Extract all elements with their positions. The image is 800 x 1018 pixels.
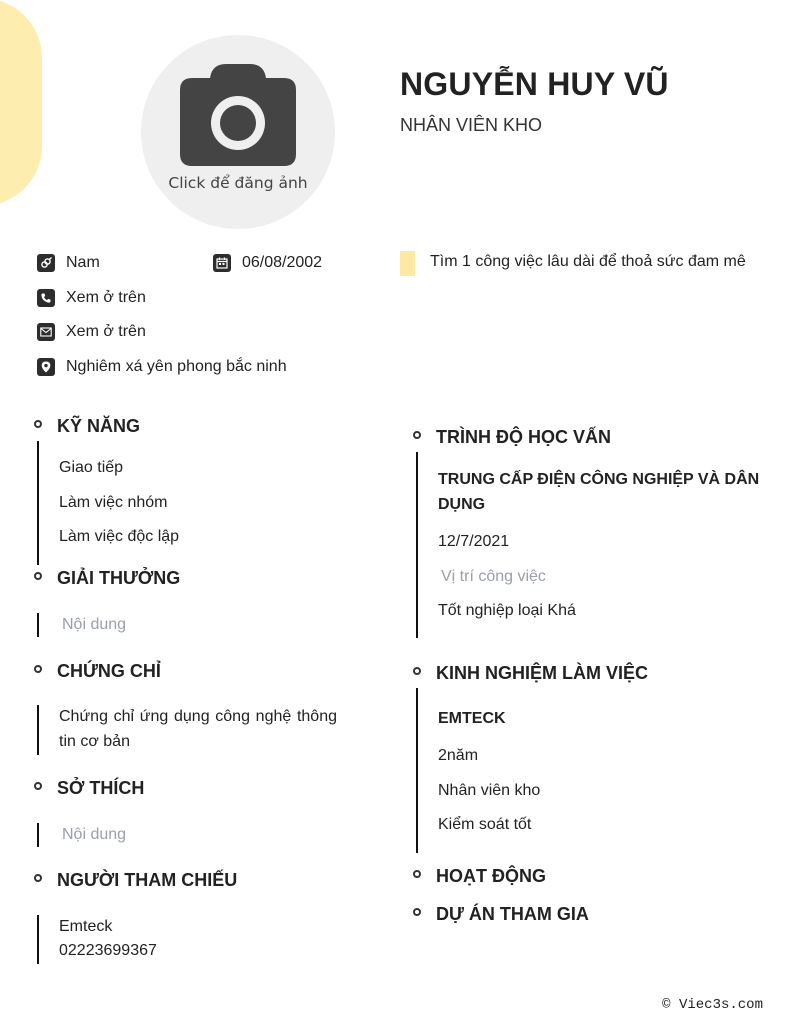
section-line: [416, 688, 418, 853]
email-value: Xem ở trên: [66, 323, 146, 340]
experience-position[interactable]: Nhân viên kho: [438, 782, 541, 799]
experience-company[interactable]: EMTECK: [438, 710, 506, 727]
hobbies-content[interactable]: Nội dung: [62, 826, 127, 843]
section-bullet-icon: [413, 908, 421, 916]
section-line: [37, 823, 39, 847]
section-bullet-icon: [413, 431, 421, 439]
calendar-icon: [213, 254, 231, 272]
skill-item[interactable]: Làm việc nhóm: [59, 494, 168, 511]
section-line: [37, 613, 39, 637]
career-objective[interactable]: Tìm 1 công việc lâu dài để thoả sức đam mê: [430, 253, 746, 270]
email-row[interactable]: [37, 323, 146, 341]
section-line: [416, 452, 418, 638]
section-title-skills: KỸ NĂNG: [57, 416, 141, 436]
phone-value: Xem ở trên: [66, 289, 146, 306]
education-school[interactable]: TRUNG CẤP ĐIỆN CÔNG NGHIỆP VÀ DÂN DỤNG: [438, 471, 760, 513]
section-title-projects[interactable]: DỰ ÁN THAM GIA: [436, 904, 589, 924]
section-bullet-icon: [413, 870, 421, 878]
gender-row[interactable]: [37, 254, 100, 272]
decorative-yellow-shape: [0, 0, 42, 206]
copyright-footer: © Viec3s.com: [662, 997, 763, 1013]
education-position[interactable]: Vị trí công việc: [441, 568, 546, 585]
education-date[interactable]: 12/7/2021: [438, 533, 510, 550]
section-bullet-icon: [413, 667, 421, 675]
section-title-references: NGƯỜI THAM CHIẾU: [57, 870, 238, 890]
objective-accent-bar: [400, 251, 415, 276]
avatar-caption: Click để đăng ảnh: [168, 174, 308, 192]
section-title-awards: GIẢI THƯỞNG: [57, 568, 181, 588]
avatar-upload[interactable]: [141, 35, 335, 229]
skill-item[interactable]: Làm việc độc lập: [59, 528, 180, 545]
section-line: [37, 915, 39, 964]
candidate-job-title[interactable]: NHÂN VIÊN KHO: [400, 115, 543, 135]
location-pin-icon: [37, 358, 55, 376]
phone-row[interactable]: [37, 289, 146, 307]
section-title-activities[interactable]: HOẠT ĐỘNG: [436, 866, 546, 886]
awards-content[interactable]: Nội dung: [62, 616, 127, 633]
experience-description[interactable]: Kiểm soát tốt: [438, 816, 532, 833]
camera-icon: [180, 64, 296, 166]
experience-duration[interactable]: 2năm: [438, 747, 479, 764]
reference-name[interactable]: Emteck: [59, 918, 113, 935]
email-icon: [37, 323, 55, 341]
section-title-education: TRÌNH ĐỘ HỌC VẤN: [436, 427, 611, 447]
section-bullet-icon: [34, 782, 42, 790]
birthday-row[interactable]: [213, 254, 322, 272]
certificate-content[interactable]: Chứng chỉ ứng dụng công nghệ thông tin cơ bản: [59, 708, 337, 750]
section-bullet-icon: [34, 665, 42, 673]
gender-value: Nam: [66, 254, 100, 271]
gender-icon: [37, 254, 55, 272]
section-bullet-icon: [34, 572, 42, 580]
reference-phone[interactable]: 02223699367: [59, 942, 157, 959]
section-title-hobbies: SỞ THÍCH: [57, 778, 145, 798]
birthday-value: 06/08/2002: [242, 254, 323, 271]
education-description[interactable]: Tốt nghiệp loại Khá: [438, 602, 576, 619]
section-bullet-icon: [34, 874, 42, 882]
address-row[interactable]: [37, 358, 287, 376]
section-line: [37, 705, 39, 755]
section-title-experience: KINH NGHIỆM LÀM VIỆC: [436, 663, 649, 683]
skill-item[interactable]: Giao tiếp: [59, 459, 124, 476]
section-title-certificates: CHỨNG CHỈ: [57, 661, 161, 681]
phone-icon: [37, 289, 55, 307]
candidate-name[interactable]: NGUYỄN HUY VŨ: [400, 66, 669, 102]
section-bullet-icon: [34, 420, 42, 428]
section-line: [37, 441, 39, 565]
address-value: Nghiêm xá yên phong bắc ninh: [66, 358, 287, 375]
